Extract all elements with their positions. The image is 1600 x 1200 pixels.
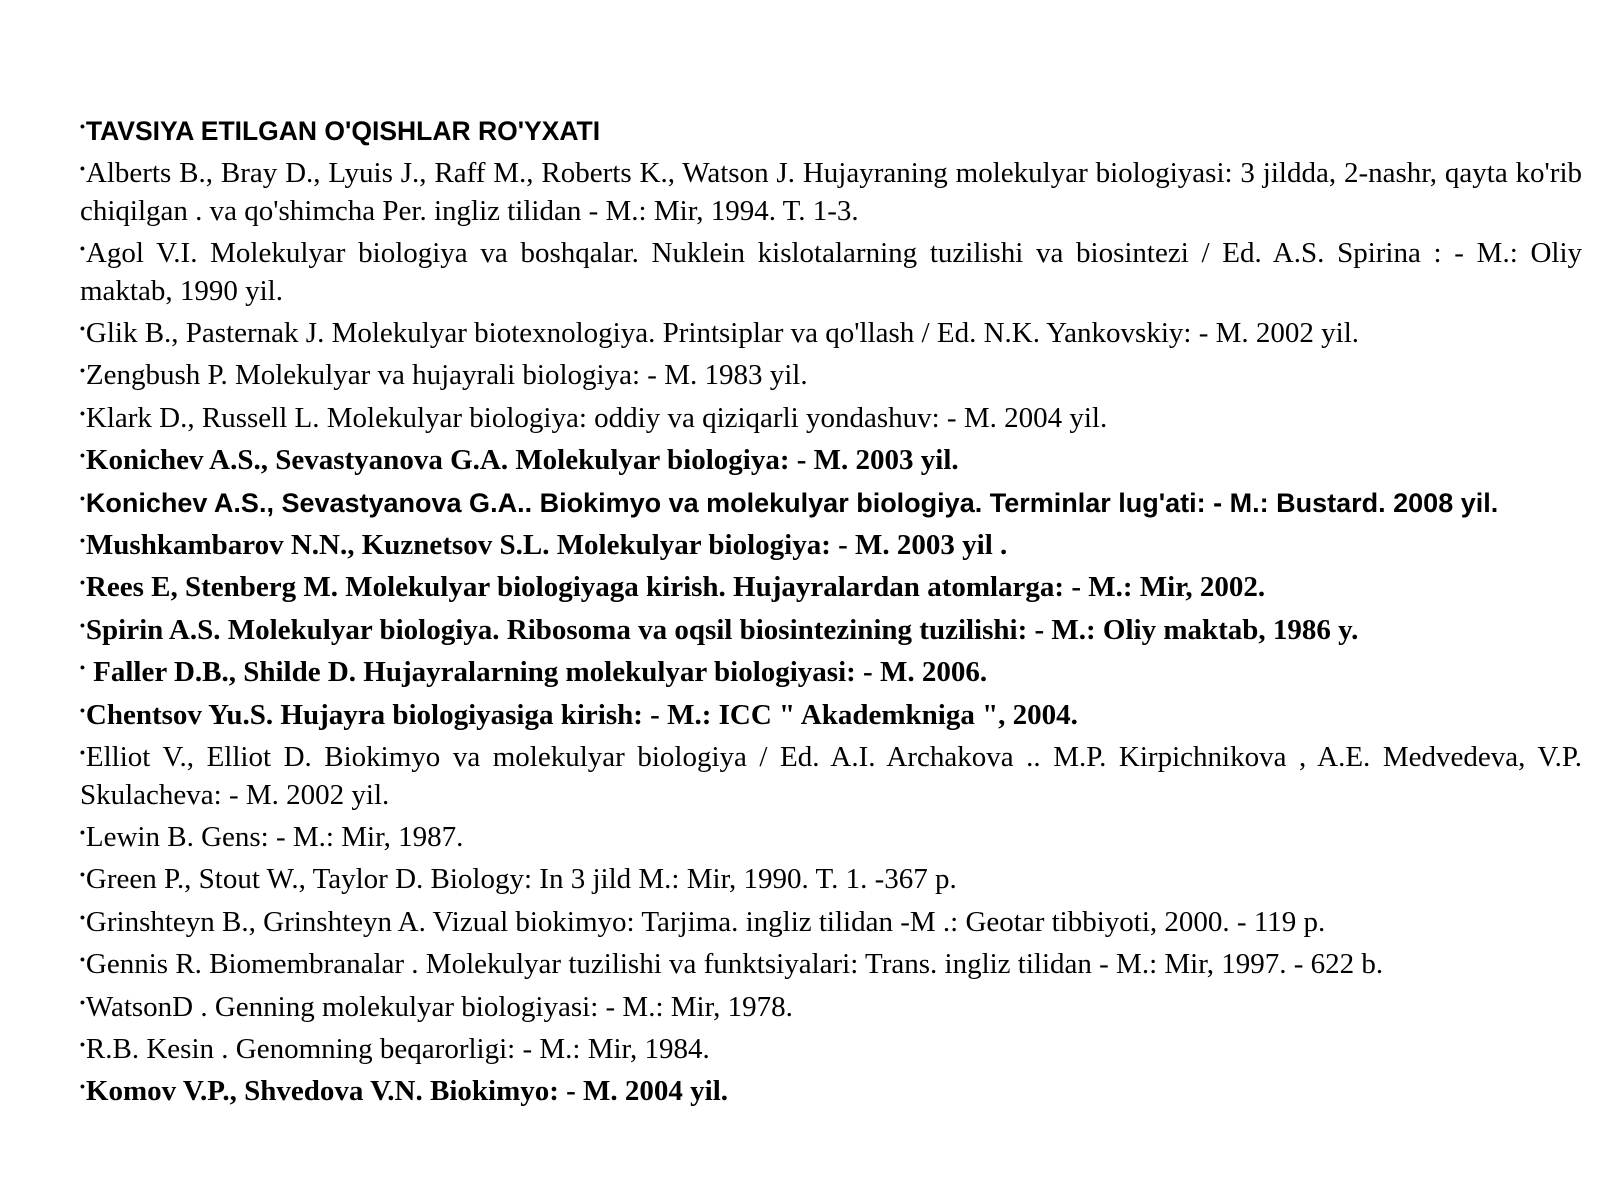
reference-item [80,437,1582,479]
reference-item [80,814,1582,856]
reference-item [80,734,1582,814]
reference-item [80,480,1582,522]
bullet-icon: • [80,616,85,633]
bullet-icon: • [80,823,85,840]
bullet-icon: • [80,908,85,925]
reference-text: Green P., Stout W., Taylor D. Biology: In 3 jild M.: Mir, 1990. T. 1. -367 p. [85,863,957,896]
reference-item [80,230,1582,310]
bullet-icon: • [80,574,85,591]
reference-list-slide [80,108,1582,1111]
bullet-icon: • [80,160,85,177]
reference-text: Faller D.B., Shilde D. Hujayralarning molekulyar biologiyasi: - M. 2006. [85,656,988,689]
bullet-icon: • [80,489,85,506]
reference-text: Alberts B., Bray D., Lyuis J., Raff M., Roberts K., Watson J. Hujayraning molekulyar biologiyasi: 3 jildda, 2-nashr, qayta ko'rib chiqilgan . va qo'shimcha Per. ingliz tilidan - M.: Mir, 1994. T. 1-3. [80,157,1582,227]
reference-item [80,564,1582,606]
bullet-icon: • [80,532,85,549]
reference-item [80,150,1582,230]
bullet-icon: • [80,744,85,761]
bullet-icon: • [80,701,85,718]
reference-text: Rees E, Stenberg M. Molekulyar biologiyaga kirish. Hujayralardan atomlarga: - M.: Mir, 2002. [85,571,1266,604]
bullet-icon: • [80,320,85,337]
reference-text: Glik B., Pasternak J. Molekulyar biotexnologiya. Printsiplar va qo'llash / Ed. N.K. Yankovskiy: - M. 2002 yil. [85,317,1360,350]
reference-text: Gennis R. Biomembranalar . Molekulyar tuzilishi va funktsiyalari: Trans. ingliz tilidan - M.: Mir, 1997. - 622 b. [85,948,1384,981]
reference-text: Klark D., Russell L. Molekulyar biologiya: oddiy va qiziqarli yondashuv: - M. 2004 yil. [85,401,1108,434]
bullet-icon: • [80,951,85,968]
reference-item [80,607,1582,649]
reference-item [80,1026,1582,1068]
bullet-icon: • [80,866,85,883]
reference-item [80,1068,1582,1110]
reference-item [80,692,1582,734]
reference-text: Zengbush P. Molekulyar va hujayrali biologiya: - M. 1983 yil. [85,359,808,392]
reference-item [80,856,1582,898]
bullet-icon: • [80,447,85,464]
reference-item [80,310,1582,352]
reference-item [80,899,1582,941]
reference-text: R.B. Kesin . Genomning beqarorligi: - M.: Mir, 1984. [85,1032,710,1065]
reference-item [80,395,1582,437]
reference-item [80,522,1582,564]
bullet-icon: • [80,993,85,1010]
bullet-icon: • [80,1035,85,1052]
reference-text: Lewin B. Gens: - M.: Mir, 1987. [85,820,464,853]
reference-text: Elliot V., Elliot D. Biokimyo va molekulyar biologiya / Ed. A.I. Archakova .. M.P. Kirpichnikova , A.E. Medvedeva, V.P. Skulacheva: - M. 2002 yil. [80,741,1582,811]
reference-item [80,941,1582,983]
bullet-icon: • [80,404,85,421]
reference-text: Chentsov Yu.S. Hujayra biologiyasiga kirish: - M.: ICC " Akademkniga ", 2004. [85,698,1078,731]
bullet-icon: • [80,362,85,379]
reference-text: Konichev A.S., Sevastyanova G.A. Molekulyar biologiya: - M. 2003 yil. [85,444,959,477]
bullet-icon: • [80,659,85,676]
bullet-icon: • [80,118,85,134]
reference-text: Mushkambarov N.N., Kuznetsov S.L. Molekulyar biologiya: - M. 2003 yil . [85,529,1008,562]
page-title: •TAVSIYA ETILGAN O'QISHLAR RO'YXATI [80,116,601,146]
reference-text: Spirin A.S. Molekulyar biologiya. Ribosoma va oqsil biosintezining tuzilishi: - M.: Oliy maktab, 1986 y. [85,613,1359,646]
bullet-icon: • [80,1078,85,1095]
reference-item [80,984,1582,1026]
reference-item [80,352,1582,394]
bullet-icon: • [80,240,85,257]
reference-text: Agol V.I. Molekulyar biologiya va boshqalar. Nuklein kislotalarning tuzilishi va biosintezi / Ed. A.S. Spirina : - M.: Oliy maktab, 1990 yil. [80,237,1582,307]
reference-text: Komov V.P., Shvedova V.N. Biokimyo: - M. 2004 yil. [85,1075,729,1108]
reference-item [80,649,1582,691]
reference-text: WatsonD . Genning molekulyar biologiyasi: - M.: Mir, 1978. [85,990,793,1023]
reference-text: Grinshteyn B., Grinshteyn A. Vizual biokimyo: Tarjima. ingliz tilidan -M .: Geotar tibbiyoti, 2000. - 119 p. [85,905,1326,938]
reference-text: Konichev A.S., Sevastyanova G.A.. Biokimyo va molekulyar biologiya. Terminlar lug'ati: - M.: Bustard. 2008 yil. [85,487,1499,518]
